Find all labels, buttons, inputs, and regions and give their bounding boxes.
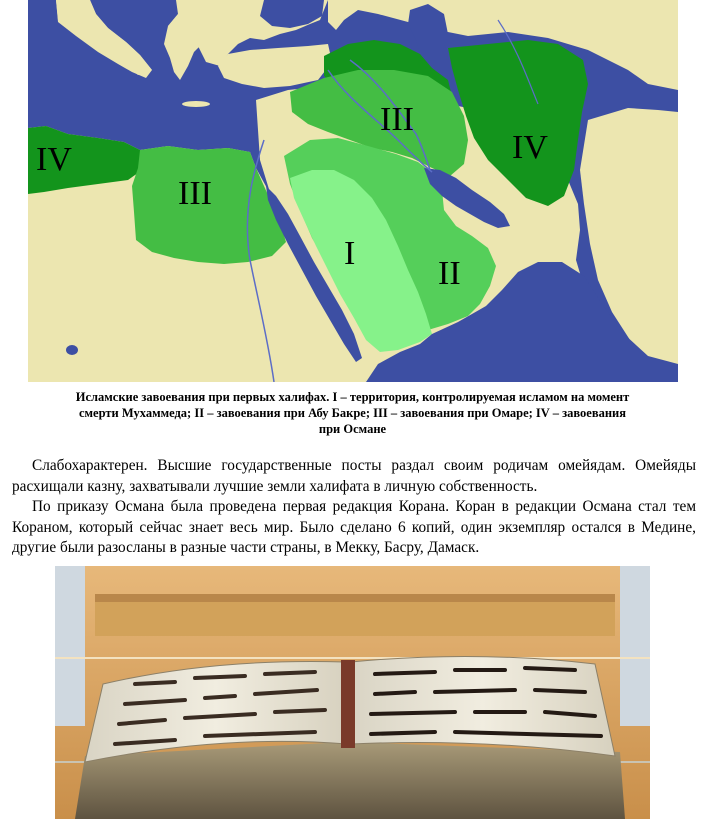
quran-photo (55, 566, 650, 819)
label-region-4-east: IV (512, 129, 548, 166)
label-region-2: II (438, 255, 461, 292)
label-region-3-east: III (380, 101, 414, 138)
socotra-island (66, 345, 78, 355)
tile-left (55, 566, 85, 726)
map-caption (20, 389, 685, 437)
body-text (12, 456, 696, 559)
paragraph-2: По приказу Османа была проведена первая редакция Корана. Коран в редакции Османа стал тем Кораном, который сейчас знает весь мир. Было сделано 6 копий, один экземпляр остался в Медине, другие были разосланы в разные части страны, в Мекку, Басру, Дамаск. (12, 498, 696, 556)
frieze (95, 602, 615, 636)
label-region-4-west: IV (36, 141, 72, 178)
caption-line: при Османе (318, 422, 387, 436)
label-region-3-west: III (178, 175, 212, 212)
caption-line: Исламские завоевания при первых халифах. I – территория, контролируемая исламом на момент (75, 390, 630, 404)
crete-island (182, 101, 210, 107)
conquest-map (28, 0, 678, 382)
frieze-top (95, 594, 615, 602)
cyprus-island (268, 102, 288, 110)
book-spine (341, 660, 355, 748)
book-base (75, 742, 625, 819)
tile-right (620, 566, 650, 726)
paragraph-1: Слабохарактерен. Высшие государственные посты раздал своим родичам омейядам. Омейяды расхищали казну, захватывали лучшие земли халифата в личную собственность. (12, 457, 696, 495)
caption-line: смерти Мухаммеда; II – завоевания при Абу Бакре; III – завоевания при Омаре; IV – завоевания (78, 406, 626, 420)
label-region-1: I (344, 235, 356, 272)
